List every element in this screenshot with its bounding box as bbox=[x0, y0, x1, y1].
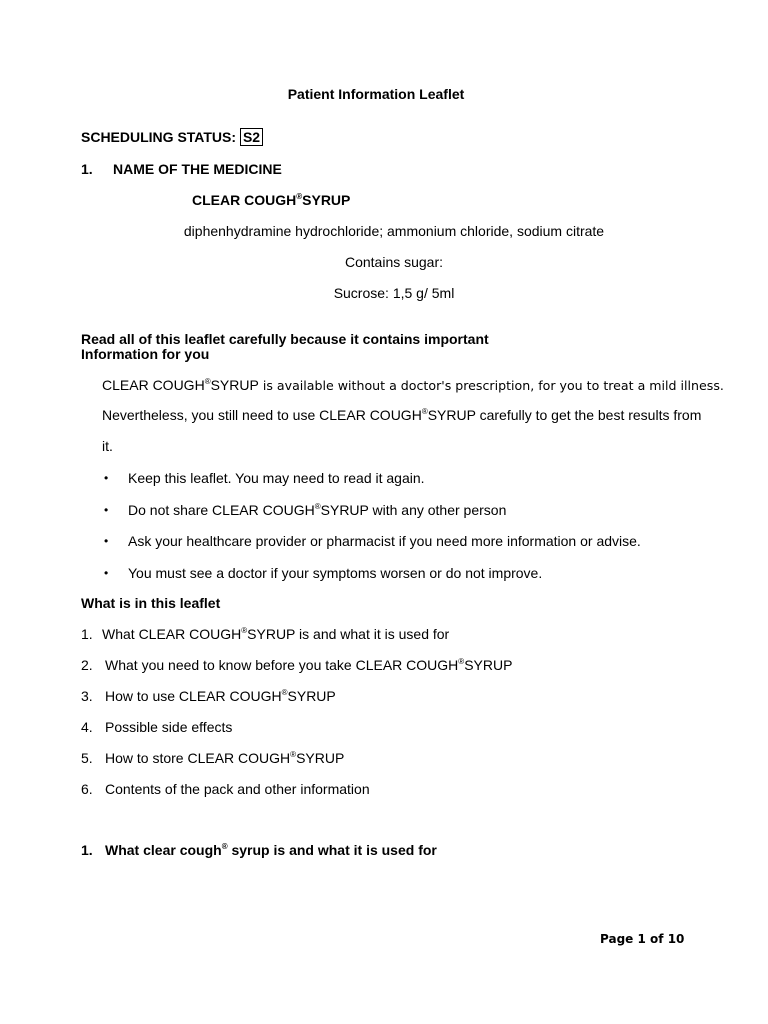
toc-item: What you need to know before you take CLEAR COUGH®SYRUP bbox=[105, 657, 513, 673]
bullet-item: You must see a doctor if your symptoms worsen or do not improve. bbox=[128, 565, 543, 581]
bullet-icon: • bbox=[104, 566, 109, 580]
product-name: CLEAR COUGH®SYRUP bbox=[192, 192, 351, 208]
toc-item-number: 5. bbox=[81, 750, 93, 766]
bullet-item: Keep this leaflet. You may need to read it again. bbox=[128, 470, 425, 486]
toc-item-number: 2. bbox=[81, 657, 93, 673]
section-number: 1. bbox=[81, 842, 93, 858]
availability-paragraph: CLEAR COUGH®SYRUP is available without a doctor's prescription, for you to treat a mild illness. bbox=[102, 377, 724, 393]
toc-item: Possible side effects bbox=[105, 719, 233, 735]
bullet-icon: • bbox=[104, 534, 109, 548]
scheduling-value: S2 bbox=[240, 128, 263, 146]
toc-item-number: 1. bbox=[81, 626, 93, 642]
toc-item: How to use CLEAR COUGH®SYRUP bbox=[105, 688, 336, 704]
nevertheless-paragraph: Nevertheless, you still need to use CLEAR COUGH®SYRUP carefully to get the best results from bbox=[102, 407, 702, 423]
toc-item-number: 6. bbox=[81, 781, 93, 797]
page-title: Patient Information Leaflet bbox=[287, 86, 465, 102]
registered-mark: ® bbox=[296, 192, 303, 201]
bullet-item: Ask your healthcare provider or pharmacist if you need more information or advise. bbox=[128, 533, 641, 549]
bullet-icon: • bbox=[104, 471, 109, 485]
read-notice-line2: Information for you bbox=[81, 346, 210, 362]
read-notice-line1: Read all of this leaflet carefully because it contains important bbox=[81, 331, 489, 347]
scheduling-label: SCHEDULING STATUS: bbox=[81, 129, 237, 145]
section-heading: NAME OF THE MEDICINE bbox=[113, 161, 282, 177]
toc-heading: What is in this leaflet bbox=[81, 595, 221, 611]
contains-sugar: Contains sugar: bbox=[344, 254, 444, 270]
toc-item: How to store CLEAR COUGH®SYRUP bbox=[105, 750, 345, 766]
nevertheless-paragraph-end: it. bbox=[102, 438, 113, 454]
toc-item-number: 3. bbox=[81, 688, 93, 704]
section-heading: What clear cough® syrup is and what it is used for bbox=[105, 842, 437, 858]
scheduling-status bbox=[81, 129, 263, 145]
bullet-icon: • bbox=[104, 503, 109, 517]
section-number: 1. bbox=[81, 161, 93, 177]
sucrose-content: Sucrose: 1,5 g/ 5ml bbox=[333, 285, 455, 301]
toc-item-number: 4. bbox=[81, 719, 93, 735]
page-number: Page 1 of 10 bbox=[600, 932, 685, 946]
ingredients: diphenhydramine hydrochloride; ammonium chloride, sodium citrate bbox=[183, 223, 605, 239]
toc-item: Contents of the pack and other information bbox=[105, 781, 370, 797]
toc-item: What CLEAR COUGH®SYRUP is and what it is used for bbox=[102, 626, 450, 642]
bullet-item: Do not share CLEAR COUGH®SYRUP with any other person bbox=[128, 502, 507, 518]
